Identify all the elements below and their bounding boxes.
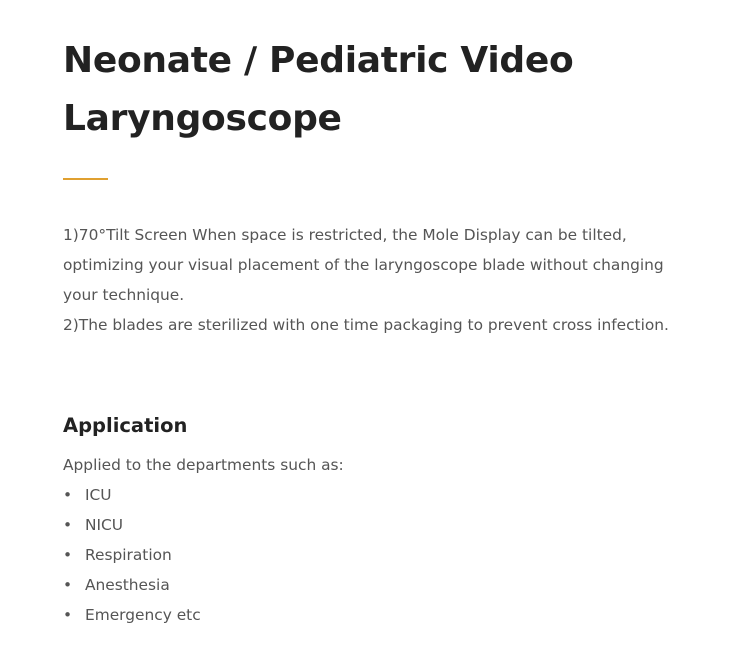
bullet-icon: • xyxy=(63,606,73,624)
page-title xyxy=(63,0,723,148)
bullet-icon: • xyxy=(63,486,73,504)
description-feature-2: 2)The blades are sterilized with one time packaging to prevent cross infection. xyxy=(63,316,669,334)
department-label: Respiration xyxy=(85,546,172,564)
department-label: Anesthesia xyxy=(85,576,170,594)
page-title-line-2: Laryngoscope xyxy=(63,98,342,139)
list-item xyxy=(63,540,201,570)
list-item xyxy=(63,600,201,630)
product-description xyxy=(63,220,703,340)
list-item xyxy=(63,480,201,510)
application-intro: Applied to the departments such as: xyxy=(63,456,344,474)
department-label: Emergency etc xyxy=(85,606,201,624)
application-heading: Application xyxy=(63,414,188,437)
department-label: ICU xyxy=(85,486,112,504)
title-divider xyxy=(63,178,108,180)
bullet-icon: • xyxy=(63,546,73,564)
description-feature-1: 1)70°Tilt Screen When space is restricted, the Mole Display can be tilted, optimizing your visual placement of the laryngoscope blade without changing your technique. xyxy=(63,226,664,304)
list-item xyxy=(63,570,201,600)
list-item xyxy=(63,510,201,540)
bullet-icon: • xyxy=(63,576,73,594)
department-label: NICU xyxy=(85,516,124,534)
page-title-line-1: Neonate / Pediatric Video xyxy=(63,40,574,81)
department-list xyxy=(63,480,201,630)
bullet-icon: • xyxy=(63,516,73,534)
product-content xyxy=(63,0,723,624)
